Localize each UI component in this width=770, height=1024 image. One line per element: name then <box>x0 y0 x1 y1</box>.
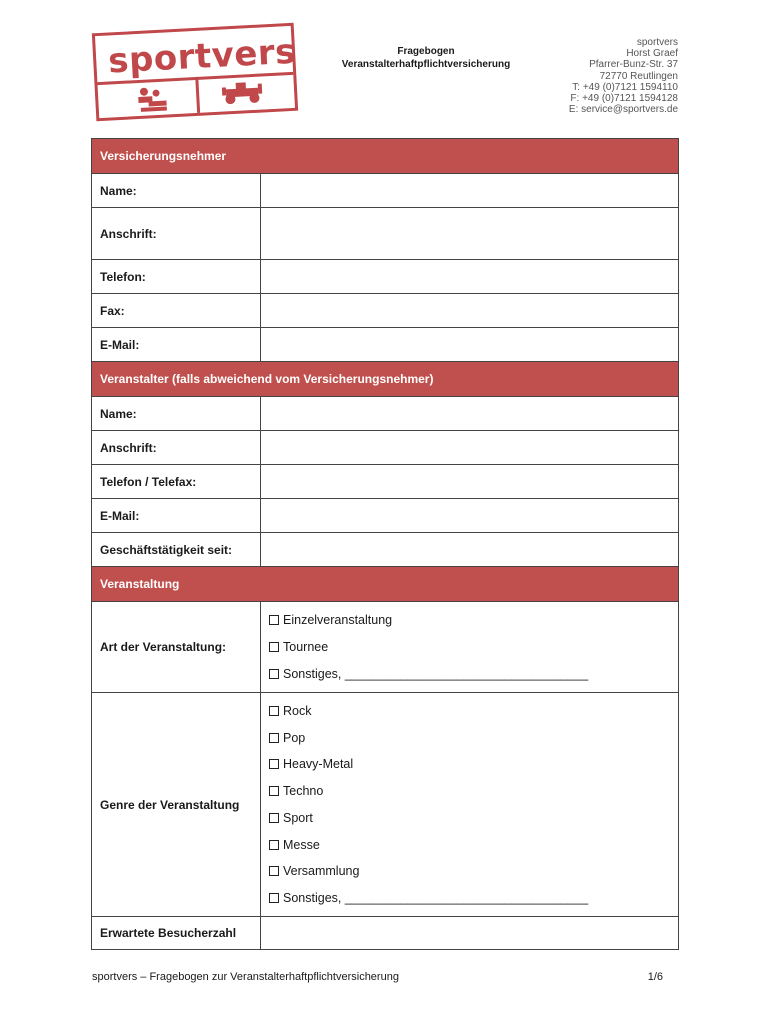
genre-option[interactable] <box>269 885 670 912</box>
form-row <box>92 397 679 431</box>
form-row <box>92 431 679 465</box>
checkbox-icon[interactable] <box>269 893 279 903</box>
form-row <box>92 499 679 533</box>
field-label: Erwartete Besucherzahl <box>92 917 261 950</box>
checkbox-icon[interactable] <box>269 615 279 625</box>
organizer-business-since-field[interactable] <box>261 533 679 567</box>
option-label: Tournee <box>283 639 329 654</box>
race-car-icon <box>219 77 264 107</box>
checkbox-icon[interactable] <box>269 733 279 743</box>
genre-option[interactable] <box>269 831 670 858</box>
form-row <box>92 602 679 693</box>
insured-email-field[interactable] <box>261 328 679 362</box>
checkbox-icon[interactable] <box>269 669 279 679</box>
option-label: Sonstiges, ___________________________________ <box>283 891 589 906</box>
genre-option[interactable] <box>269 805 670 832</box>
form-row <box>92 294 679 328</box>
checkbox-icon[interactable] <box>269 866 279 876</box>
insured-fax-field[interactable] <box>261 294 679 328</box>
address-line: T: +49 (0)7121 1594110 <box>572 81 678 93</box>
address-line: F: +49 (0)7121 1594128 <box>570 93 678 105</box>
option-label: Pop <box>283 730 306 745</box>
form-row <box>92 533 679 567</box>
field-label: Fax: <box>92 294 261 328</box>
address-line: Horst Graef <box>626 48 678 60</box>
field-label: Telefon / Telefax: <box>92 465 261 499</box>
field-label: Name: <box>92 174 261 208</box>
footer-text: sportvers – Fragebogen zur Veranstalterhaftpflichtversicherung <box>92 971 399 983</box>
event-type-options <box>261 602 679 693</box>
form-row <box>92 917 679 950</box>
organizer-email-field[interactable] <box>261 499 679 533</box>
field-label: Art der Veranstaltung: <box>92 602 261 693</box>
address-line: Pfarrer-Bunz-Str. 37 <box>589 59 678 71</box>
event-type-option[interactable] <box>269 634 670 661</box>
field-label: Name: <box>92 397 261 431</box>
option-label: Einzelveranstaltung <box>283 613 393 628</box>
company-address <box>569 37 678 115</box>
genre-option[interactable] <box>269 858 670 885</box>
section-header-row <box>92 362 679 397</box>
checkbox-icon[interactable] <box>269 786 279 796</box>
title-line-2: Veranstalterhaftpflichtversicherung <box>341 59 511 70</box>
checkbox-icon[interactable] <box>269 813 279 823</box>
form-row <box>92 693 679 917</box>
checkbox-icon[interactable] <box>269 759 279 769</box>
section-header-row <box>92 567 679 602</box>
section-header-event: Veranstaltung <box>92 567 679 602</box>
event-type-option[interactable] <box>269 660 670 687</box>
option-label: Techno <box>283 784 324 799</box>
document-title <box>326 45 526 71</box>
field-label: Geschäftstätigkeit seit: <box>92 533 261 567</box>
questionnaire-table <box>91 138 679 950</box>
genre-option[interactable] <box>269 724 670 751</box>
insured-address-field[interactable] <box>261 208 679 260</box>
field-label: Telefon: <box>92 260 261 294</box>
form-row <box>92 208 679 260</box>
title-line-1: Fragebogen <box>397 46 455 57</box>
section-header-insured: Versicherungsnehmer <box>92 139 679 174</box>
organizer-name-field[interactable] <box>261 397 679 431</box>
section-header-row <box>92 139 679 174</box>
logo-divider-vertical <box>195 77 200 113</box>
form-row <box>92 260 679 294</box>
checkbox-icon[interactable] <box>269 706 279 716</box>
form-row <box>92 328 679 362</box>
address-line: sportvers <box>636 37 678 48</box>
option-label: Rock <box>283 703 312 718</box>
racing-figures-icon <box>134 84 176 116</box>
section-header-organizer: Veranstalter (falls abweichend vom Versicherungsnehmer) <box>92 362 679 397</box>
genre-option[interactable] <box>269 778 670 805</box>
event-type-option[interactable] <box>269 607 670 634</box>
expected-visitors-field[interactable] <box>261 917 679 950</box>
insured-phone-field[interactable] <box>261 260 679 294</box>
checkbox-icon[interactable] <box>269 642 279 652</box>
field-label: Genre der Veranstaltung <box>92 693 261 917</box>
checkbox-icon[interactable] <box>269 840 279 850</box>
option-label: Sport <box>283 810 313 825</box>
field-label: Anschrift: <box>92 208 261 260</box>
form-row <box>92 465 679 499</box>
organizer-phone-field[interactable] <box>261 465 679 499</box>
address-line: 72770 Reutlingen <box>599 70 678 82</box>
genre-option[interactable] <box>269 751 670 778</box>
genre-option[interactable] <box>269 697 670 724</box>
organizer-address-field[interactable] <box>261 431 679 465</box>
field-label: Anschrift: <box>92 431 261 465</box>
option-label: Messe <box>283 837 320 852</box>
option-label: Heavy-Metal <box>283 757 354 772</box>
sportvers-logo <box>92 23 298 121</box>
logo-text: sportvers <box>107 31 297 82</box>
field-label: E-Mail: <box>92 328 261 362</box>
form-row <box>92 174 679 208</box>
insured-name-field[interactable] <box>261 174 679 208</box>
event-genre-options <box>261 693 679 917</box>
field-label: E-Mail: <box>92 499 261 533</box>
option-label: Sonstiges, ___________________________________ <box>283 666 589 681</box>
option-label: Versammlung <box>283 864 360 879</box>
page-number: 1/6 <box>647 971 663 983</box>
address-line: E: service@sportvers.de <box>568 104 678 116</box>
